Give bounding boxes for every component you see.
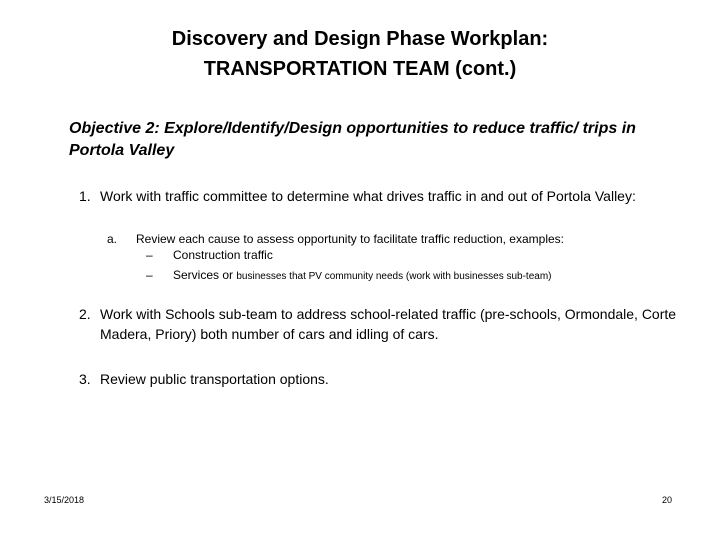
dash-bullet-icon: –	[146, 248, 153, 262]
footer-date: 3/15/2018	[44, 495, 85, 505]
sub-bullet-text	[173, 266, 552, 286]
title-line-2: TRANSPORTATION TEAM (cont.)	[203, 58, 517, 80]
sub-bullet-1	[146, 246, 273, 264]
sub-item-text: Review each cause to assess opportunity to facilitate traffic reduction, examples:	[136, 232, 564, 246]
list-item-text: Work with Schools sub-team to address school-related traffic (pre-schools, Ormondale, Corte Madera, Priory) both number of cars and idling of cars.	[100, 306, 677, 342]
list-item-3	[79, 369, 679, 389]
list-item-2	[79, 304, 679, 344]
sub-bullet-text-tail: businesses that PV community needs (work with businesses sub-team)	[236, 271, 552, 282]
slide-title	[0, 24, 720, 84]
page-number: 20	[662, 495, 673, 505]
objective-heading: Objective 2: Explore/Identify/Design opportunities to reduce traffic/ trips in Portola Valley	[69, 120, 636, 159]
list-item-text: Review public transportation options.	[100, 371, 329, 387]
title-line-1: Discovery and Design Phase Workplan:	[171, 28, 549, 50]
list-item-number: 3.	[79, 371, 91, 387]
sub-bullet-text: Construction traffic	[173, 248, 273, 262]
sub-bullet-text-lead: Services or	[173, 268, 237, 282]
list-item-1	[79, 186, 679, 206]
sub-bullet-2	[146, 266, 552, 286]
list-item-text: Work with traffic committee to determine what drives traffic in and out of Portola Valley:	[100, 188, 636, 204]
list-item-number: 1.	[79, 188, 91, 204]
sub-item-letter: a.	[107, 232, 118, 246]
list-item-number: 2.	[79, 306, 91, 322]
dash-bullet-icon: –	[146, 268, 153, 282]
